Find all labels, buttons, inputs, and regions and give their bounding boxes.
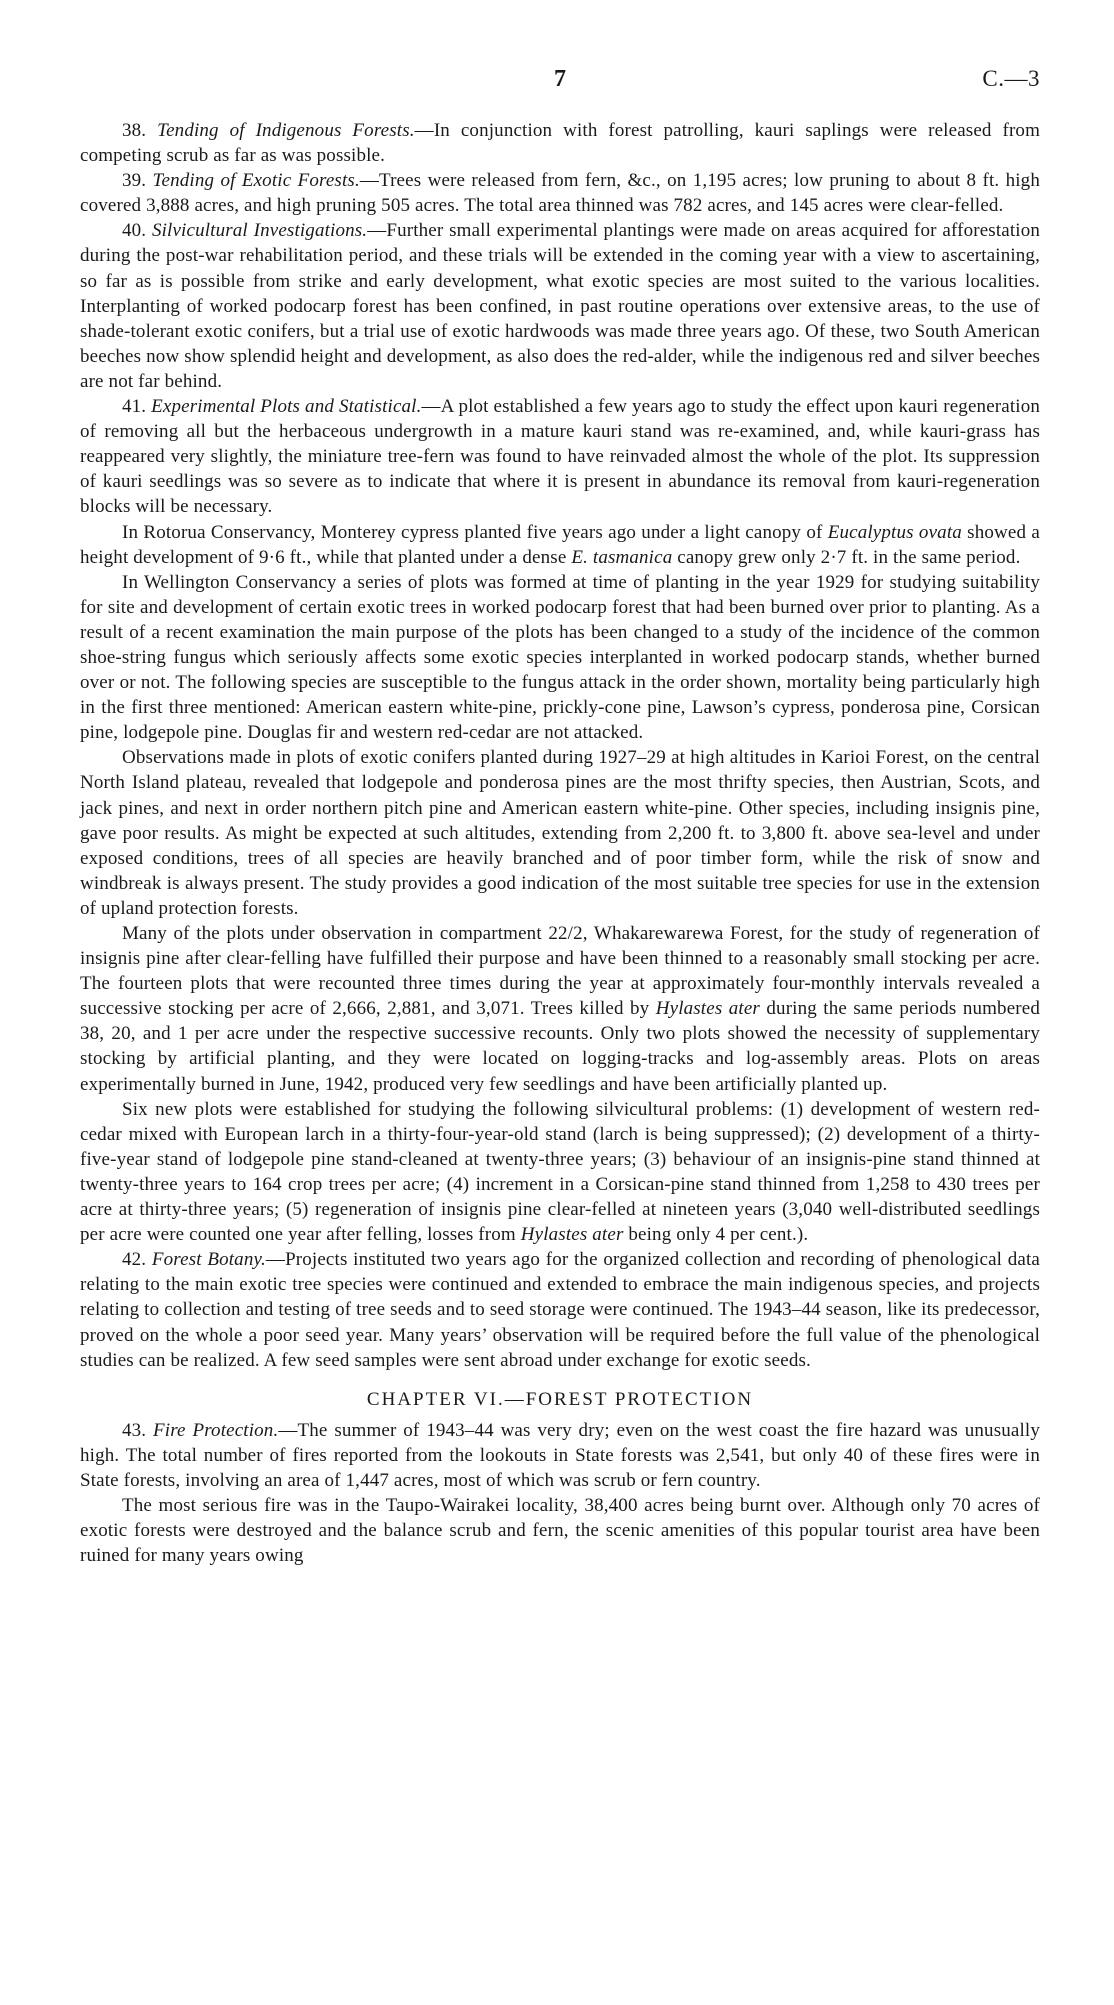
paragraph-six-new-plots: Six new plots were established for studying the following silvicultural problems: (1) development of western red-cedar mixed with European larch in a thirty-four-year-old stand (larch is being suppressed); (2) development of a thirty-five-year stand of lodgepole pine stand-cleaned at twenty-three years; (3) behaviour of an insignis-pine stand thinned at twenty-three years to 164 crop trees per acre; (4) increment in a Corsican-pine stand thinned from 1,258 to 430 trees per acre at thirty-three years; (5) regeneration of insignis pine clear-felled at nineteen years (3,040 well-distributed seedlings per acre were counted one year after felling, losses from Hylastes ater being only 4 per cent.). [80, 1098, 1040, 1246]
paragraph-42: 42. Forest Botany.—Projects instituted two years ago for the organized collection and recording of phenological data relating to the main exotic tree species were continued and extended to embrace the main indigenous species, and projects relating to collection and testing of tree seeds and to seed storage were continued. The 1943–44 season, like its predecessor, proved on the whole a poor seed year. Many years’ observation will be required before the full value of the phenological studies can be realized. A few seed samples were sent abroad under exchange for exotic seeds. [80, 1249, 1040, 1371]
document-body [80, 118, 1040, 1568]
chapter-heading: CHAPTER VI.—FOREST PROTECTION [366, 1388, 754, 1410]
paragraph-wellington: In Wellington Conservancy a series of plots was formed at time of planting in the year 1929 for studying suitability for site and development of certain exotic trees in worked podocarp forest that had been burned over prior to planting. As a result of a recent examination the main purpose of the plots has been changed to a study of the incidence of the common shoe-string fungus which seriously affects some exotic species interplanted in worked podocarp stands, whether burned over or not. The following species are susceptible to the fungus attack in the order shown, mortality being particularly high in the first three mentioned: American eastern white-pine, prickly-cone pine, Lawson’s cypress, ponderosa pine, Corsican pine, lodgepole pine. Douglas fir and western red-cedar are not attacked. [80, 571, 1040, 744]
paragraph-karioi: Observations made in plots of exotic conifers planted during 1927–29 at high altitudes in Karioi Forest, on the central North Island plateau, revealed that lodgepole and ponderosa pines are the most thrifty species, then Austrian, Scots, and jack pines, and next in order northern pitch pine and American eastern white-pine. Other species, including insignis pine, gave poor results. As might be expected at such altitudes, extending from 2,200 ft. to 3,800 ft. above sea-level and under exposed conditions, trees of all species are heavily branched and of poor timber form, while the risk of snow and windbreak is always present. The study provides a good indication of the most suitable tree species for use in the extension of upland protection forests. [80, 747, 1040, 919]
page-header [80, 66, 1040, 96]
paragraph-39: 39. Tending of Exotic Forests.—Trees were released from fern, &c., on 1,195 acres; low pruning to about 8 ft. high covered 3,888 acres, and high pruning 505 acres. The total area thinned was 782 acres, and 145 acres were clear-felled. [80, 170, 1040, 217]
paragraph-43: 43. Fire Protection.—The summer of 1943–44 was very dry; even on the west coast the fire hazard was unusually high. The total number of fires reported from the lookouts in State forests was 2,541, but only 40 of these fires were in State forests, involving an area of 1,447 acres, most of which was scrub or fern country. [80, 1419, 1040, 1491]
paragraph-38: 38. Tending of Indigenous Forests.—In conjunction with forest patrolling, kauri saplings were released from competing scrub as far as was possible. [80, 120, 1040, 167]
paragraph-rotorua: In Rotorua Conservancy, Monterey cypress planted five years ago under a light canopy of Eucalyptus ovata showed a height development of 9·6 ft., while that planted under a dense E. tasmanica canopy grew only 2·7 ft. in the same period. [80, 521, 1040, 568]
paragraph-taupo: The most serious fire was in the Taupo-Wairakei locality, 38,400 acres being burnt over. Although only 70 acres of exotic forests were destroyed and the balance scrub and fern, the scenic amenities of this popular tourist area have been ruined for many years owing [80, 1495, 1040, 1567]
paragraph-40: 40. Silvicultural Investigations.—Further small experimental plantings were made on areas acquired for afforestation during the post-war rehabilitation period, and these trials will be extended in the coming year with a view to ascertaining, so far as is possible from strike and early development, what exotic species are most suited to the various localities. Interplanting of worked podocarp forest has been confined, in past routine operations over extensive areas, to the use of shade-tolerant exotic conifers, but a trial use of exotic hardwoods was made three years ago. Of these, two South American beeches now show splendid height and development, as also does the red-alder, while the indigenous red and silver beeches are not far behind. [80, 220, 1040, 392]
paragraph-41: 41. Experimental Plots and Statistical.—A plot established a few years ago to study the effect upon kauri regeneration of removing all but the herbaceous undergrowth in a mature kauri stand was re-examined, and, while kauri-grass has reappeared very slightly, the miniature tree-fern was found to have reinvaded almost the whole of the plot. Its suppression of kauri seedlings was so severe as to indicate that where it is present in abundance its removal from kauri-regeneration blocks will be necessary. [80, 396, 1040, 518]
paragraph-whakarewarewa: Many of the plots under observation in compartment 22/2, Whakarewarewa Forest, for the study of regeneration of insignis pine after clear-felling have fulfilled their purpose and have been thinned to a reasonably small stocking per acre. The fourteen plots that were recounted three times during the year at approximately four-monthly intervals revealed a successive stocking per acre of 2,666, 2,881, and 3,071. Trees killed by Hylastes ater during the same periods numbered 38, 20, and 1 per acre under the respective successive recounts. Only two plots showed the necessity of supplementary stocking by artificial planting, and they were located on logging-tracks and log-assembly areas. Plots on areas experimentally burned in June, 1942, produced very few seedlings and have been artificially planted up. [80, 923, 1040, 1095]
page-number: 7 [554, 66, 566, 92]
document-reference: C.—3 [982, 66, 1040, 91]
